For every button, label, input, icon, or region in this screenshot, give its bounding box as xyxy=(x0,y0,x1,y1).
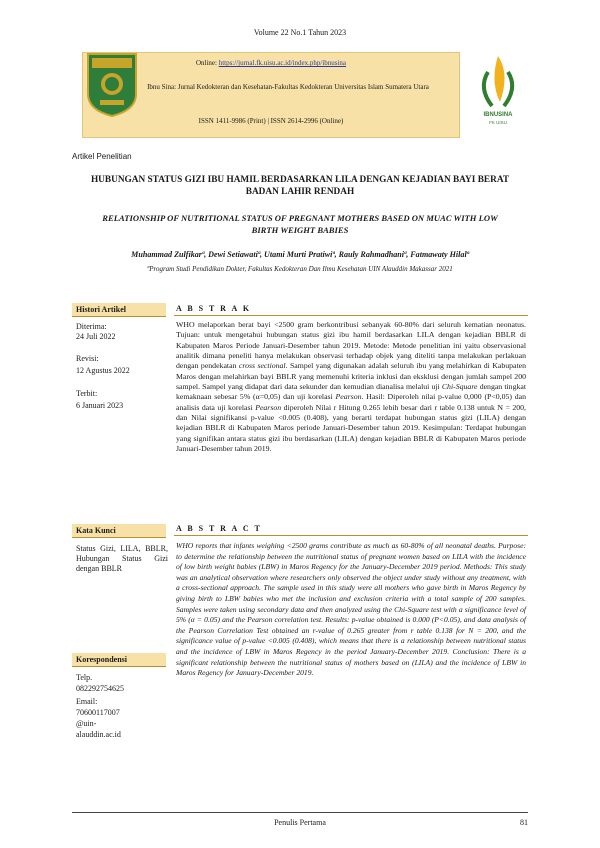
email-label: Email: xyxy=(76,697,98,706)
issn-line: ISSN 1411-9986 (Print) | ISSN 2614-2996 (Online) xyxy=(198,117,344,125)
revised-date: 12 Agustus 2022 xyxy=(76,366,130,375)
email-line-2: @uin- xyxy=(76,719,97,728)
ibnusina-logo xyxy=(470,52,526,128)
received-date: 24 Juli 2022 xyxy=(76,332,116,341)
correspondence-heading: Korespondensi xyxy=(72,653,166,667)
abstract-heading: A B S T R A C T xyxy=(174,522,528,536)
online-line: Online: https://jurnal.fk.uisu.ac.id/index.php/ibnusina xyxy=(195,59,347,67)
abstract-text: WHO reports that infants weighing <2500 grams contribute as much as 60-80% of all neonatal deaths. Purpose: to determine the relationship between the nutritional status of pregnant women based on LILA with the incidence of low birth weight babies (LBW) in Maros Regency for the January-December 2019 period. Methods: This study was an analytical observation where researchers only observed the object under study without any treatment, with a cross-sectional approach. The sample used in this study were all mothers who gave birth in Maros Regency by giving birth to LBW babies who met the inclusion and exclusion criteria with a total sample of 200 samples. Samples were taken using secondary data and then analyzed using the Chi-Square test with a significance level of 5% (α = 0.05) and the Pearson correlation test. Results: p-value obtained is 0.000 (P<0.05), and data analysis of the Pearson Correlation Test obtained an r-value of 0.265 greater from r table 0.138 for N = 200, and the significance value of p-value <0.005 (0.408), which means that there is a relationship between nutritional status and the incidence of LBW in Maros Regency in the period January-December 2019. Conclusion: There is a significant relationship between the nutritional status of mothers based on (LILA) and the incidence of LBW in Maros Regency for January-December 2019. xyxy=(176,541,526,678)
footer-rule xyxy=(72,812,528,813)
ibnusina-leaf-icon xyxy=(470,52,526,110)
title-english: RELATIONSHIP OF NUTRITIONAL STATUS OF PREGNANT MOTHERS BASED ON MUAC WITH LOW BIRTH WEIGHT BABIES xyxy=(102,213,498,235)
footer-author-label: Penulis Pertama xyxy=(274,818,326,827)
ibnusina-logo-sub: FK UISU xyxy=(489,120,507,125)
author-list: Muhammad Zulfikarª, Dewi Setiawatiª, Utami Murti Pratiwiª, Rauly Rahmadhaniª, Fatmawaty Hilalª xyxy=(131,250,469,259)
university-crest-icon xyxy=(86,52,138,118)
abstrak-text: WHO melaporkan berat bayi <2500 gram berkontribusi sebanyak 60-80% dari seluruh kematian neonatus. Tujuan: untuk mengetahui hubungan status gizi ibu hamil berdasarkan LILA dengan kejadian BBLR di Kabupaten Maros Periode Januari-Desember tahun 2019. Metode: Metode penelitian ini yaitu observasional analitik dimana peneliti hanya melakukan observasi terhadap objek yang diteliti tanpa melakukan perlakuan dengan pendekatan cross sectional. Sampel yang digunakan adalah seluruh ibu yang melahirkan di Kabupaten Maros dengan melahirkan bayi BBLR yang memenuhi kriteria inklusi dan eksklusi dengan jumlah sampel 200 sampel. Sampel yang didapat dari data sekunder dan kemudian dianalisa melalui uji Chi-Square dengan tingkat kemaknaan sebesar 5% (α=0,05) dan uji korelasi Pearson. Hasil: Diperoleh nilai p-value 0,000 (P<0,05) dan analisis data uji korelasi Pearson diperoleh Nilai r Hitung 0.265 lebih besar dari r table 0.138 untuk N = 200, dan Nilai signifikansi p-value <0.005 (0.408), yang berarti terdapat hubungan status gizi (LILA) dengan kejadian BBLR di Kabupaten Maros periode Januari-Desember tahun 2019. Kesimpulan: Terdapat hubungan yang signifikan antara status gizi ibu berdasarkan (LILA) dengan kejadian BBLR di Kabupaten Maros periode Januari-Desember tahun 2019. xyxy=(176,320,527,454)
tel-label: Telp. xyxy=(76,673,93,682)
article-type: Artikel Penelitian xyxy=(72,152,132,161)
keywords-text: Status Gizi, LILA, BBLR, Hubungan Status Gizi dengan BBLR xyxy=(76,544,168,573)
received-label: Diterima: xyxy=(76,322,107,331)
journal-name: Ibnu Sina: Jurnal Kedokteran dan Kesehatan-Fakultas Kedokteran Universitas Islam Sumatera Utara xyxy=(147,83,429,91)
revised-label: Revisi: xyxy=(76,354,99,363)
affiliation: ªProgram Studi Pendidikan Dokter, Fakultas Kedokteran Dan Ilmu Kesehatan UIN Alauddin Makassar 2021 xyxy=(147,265,453,273)
volume-line: Volume 22 No.1 Tahun 2023 xyxy=(253,28,347,37)
abstrak-heading: A B S T R A K xyxy=(174,302,528,316)
ibnusina-logo-text: IBNUSINA xyxy=(483,112,513,118)
email-line-3: alauddin.ac.id xyxy=(76,730,121,739)
title-indonesian: HUBUNGAN STATUS GIZI IBU HAMIL BERDASARKAN LILA DENGAN KEJADIAN BAYI BERAT BADAN LAHIR RENDAH xyxy=(90,175,510,197)
published-label: Terbit: xyxy=(76,389,98,398)
journal-url-link[interactable]: https://jurnal.fk.uisu.ac.id/index.php/ibnusina xyxy=(218,59,347,67)
page-number: 81 xyxy=(520,818,528,827)
journal-header-box xyxy=(82,52,460,138)
history-heading: Histori Artikel xyxy=(72,303,166,317)
published-date: 6 Januari 2023 xyxy=(76,401,124,410)
tel-number: 082292754625 xyxy=(76,684,124,693)
email-line-1: 70600117007 xyxy=(76,708,120,717)
keywords-heading: Kata Kunci xyxy=(72,524,166,538)
